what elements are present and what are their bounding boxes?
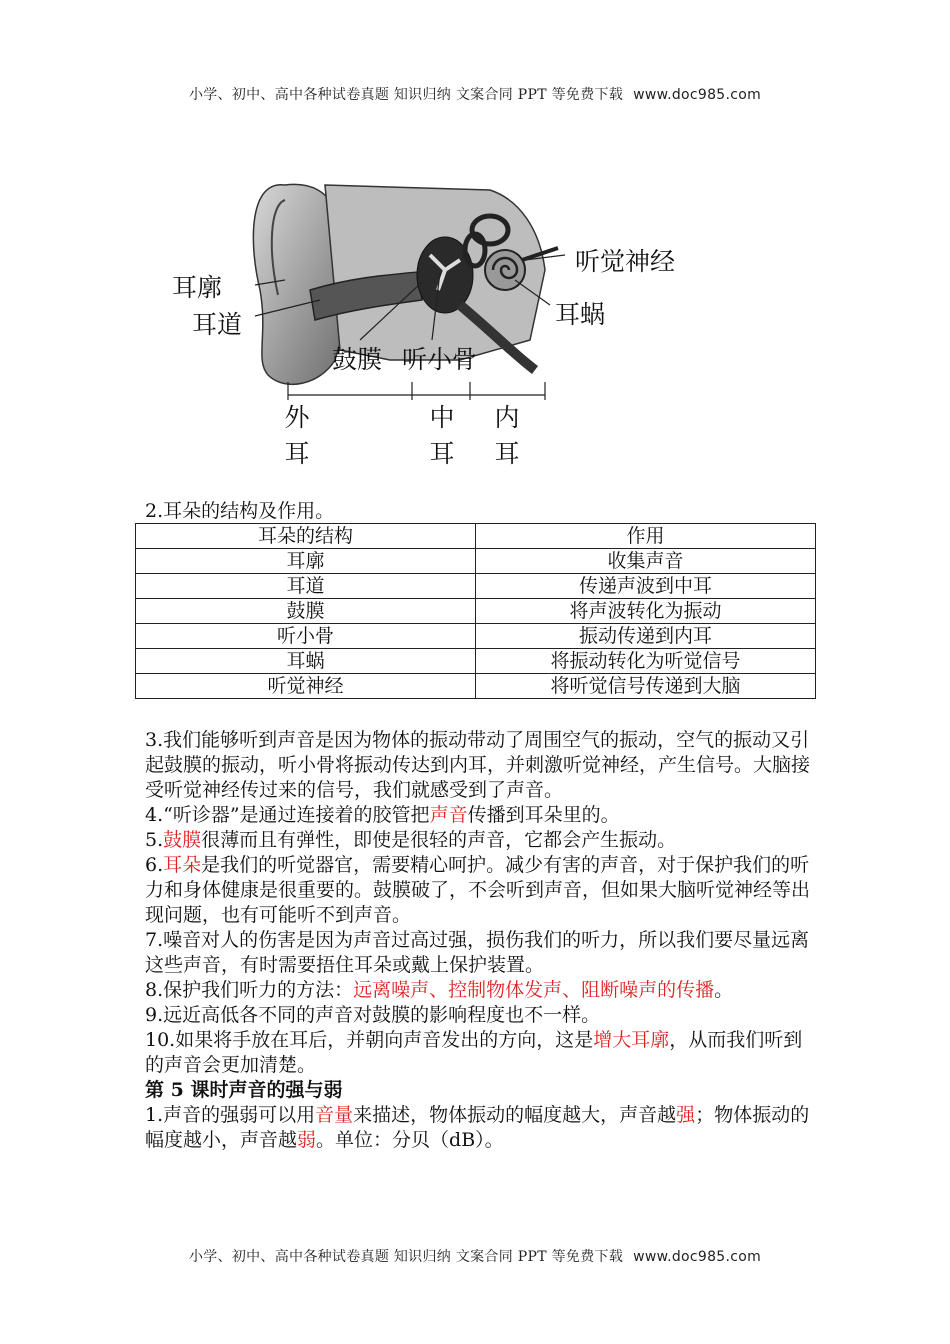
note-6-text-b: 是我们的听觉器官，需要精心呵护。减少有害的声音，对于保护我们的听力和身体健康是很重要的。鼓膜破了，不会听到声音，但如果大脑听觉神经等出现问题，也有可能听不到声音。 bbox=[145, 854, 811, 926]
outer-ear-char-2: 耳 bbox=[284, 439, 310, 468]
note-6-text-a: 6. bbox=[145, 854, 164, 876]
lesson-5-title: 第 5 课时声音的强与弱 bbox=[145, 1079, 343, 1101]
footer-text: 小学、初中、高中各种试卷真题 知识归纳 文案合同 PPT 等免费下载 bbox=[188, 1249, 624, 1265]
table-cell: 耳道 bbox=[136, 574, 476, 599]
table-row bbox=[136, 549, 816, 574]
header-text: 小学、初中、高中各种试卷真题 知识归纳 文案合同 PPT 等免费下载 bbox=[188, 87, 624, 103]
note-5 bbox=[145, 828, 810, 853]
lesson-5-highlight-volume: 音量 bbox=[315, 1104, 354, 1126]
note-10-highlight: 增大耳廓 bbox=[593, 1029, 670, 1051]
notes-body bbox=[145, 728, 810, 1153]
label-inner-ear bbox=[492, 400, 522, 472]
page-footer bbox=[0, 1246, 950, 1266]
note-9: 9.远近高低各不同的声音对鼓膜的影响程度也不一样。 bbox=[145, 1004, 601, 1026]
label-cochlea: 耳蜗 bbox=[555, 300, 606, 329]
table-cell: 将听觉信号传递到大脑 bbox=[476, 674, 816, 699]
table-cell: 将振动转化为听觉信号 bbox=[476, 649, 816, 674]
note-5-highlight: 鼓膜 bbox=[163, 829, 202, 851]
table-row bbox=[136, 649, 816, 674]
note-3: 3.我们能够听到声音是因为物体的振动带动了周围空气的振动，空气的振动又引起鼓膜的振动，听小骨将振动传达到内耳，并刺激听觉神经，产生信号。大脑接受听觉神经传过来的信号，我们就感受到了声音。 bbox=[145, 729, 811, 801]
table-cell: 听觉神经 bbox=[136, 674, 476, 699]
note-4-text-a: 4.“听诊器”是通过连接着的胶管把 bbox=[145, 804, 430, 826]
table-row bbox=[136, 599, 816, 624]
table-header-cell: 作用 bbox=[476, 524, 816, 549]
table-cell: 收集声音 bbox=[476, 549, 816, 574]
table-row bbox=[136, 574, 816, 599]
note-4-text-b: 传播到耳朵里的。 bbox=[467, 804, 620, 826]
note-8-text-a: 8.保护我们听力的方法： bbox=[145, 979, 354, 1001]
note-4 bbox=[145, 803, 810, 828]
note-6 bbox=[145, 853, 810, 928]
ear-structure-table bbox=[135, 523, 816, 699]
table-cell: 传递声波到中耳 bbox=[476, 574, 816, 599]
note-5-text-a: 5. bbox=[145, 829, 164, 851]
table-cell: 将声波转化为振动 bbox=[476, 599, 816, 624]
middle-ear-char-1: 中 bbox=[429, 403, 455, 432]
label-auditory-nerve: 听觉神经 bbox=[575, 247, 676, 276]
note-10-text-b: ，从而我们听到的声音会更加清楚。 bbox=[145, 1029, 803, 1076]
note-10-text-a: 10.如果将手放在耳后，并朝向声音发出的方向，这是 bbox=[145, 1029, 594, 1051]
table-row bbox=[136, 674, 816, 699]
table-cell: 鼓膜 bbox=[136, 599, 476, 624]
lesson-5-text-d: 。单位：分贝（dB）。 bbox=[316, 1129, 504, 1151]
ear-anatomy-figure bbox=[160, 160, 720, 490]
note-10 bbox=[145, 1028, 810, 1078]
note-8-text-b: 。 bbox=[714, 979, 734, 1001]
lesson-5-highlight-strong: 强 bbox=[676, 1104, 696, 1126]
middle-ear-char-2: 耳 bbox=[429, 439, 455, 468]
outer-ear-char-1: 外 bbox=[284, 403, 310, 432]
label-eardrum: 鼓膜 bbox=[332, 345, 383, 374]
inner-ear-char-1: 内 bbox=[494, 403, 520, 432]
label-middle-ear bbox=[427, 400, 457, 472]
lesson-5-text-a: 1.声音的强弱可以用 bbox=[145, 1104, 316, 1126]
table-header-cell: 耳朵的结构 bbox=[136, 524, 476, 549]
inner-ear-char-2: 耳 bbox=[494, 439, 520, 468]
note-8-highlight: 远离噪声、控制物体发声、阻断噪声的传播 bbox=[353, 979, 715, 1001]
note-6-highlight: 耳朵 bbox=[163, 854, 202, 876]
table-cell: 振动传递到内耳 bbox=[476, 624, 816, 649]
note-8 bbox=[145, 978, 810, 1003]
lesson-5-highlight-weak: 弱 bbox=[297, 1129, 317, 1151]
label-ear-canal: 耳道 bbox=[192, 310, 243, 339]
table-row bbox=[136, 624, 816, 649]
table-cell: 听小骨 bbox=[136, 624, 476, 649]
page-header bbox=[0, 84, 950, 104]
table-cell: 耳蜗 bbox=[136, 649, 476, 674]
footer-site: www.doc985.com bbox=[633, 1249, 762, 1265]
table-header-row bbox=[136, 524, 816, 549]
table-cell: 耳廓 bbox=[136, 549, 476, 574]
lesson-5-note-1 bbox=[145, 1103, 810, 1153]
note-7: 7.噪音对人的伤害是因为声音过高过强，损伤我们的听力，所以我们要尽量远离这些声音，有时需要捂住耳朵或戴上保护装置。 bbox=[145, 929, 810, 976]
label-auricle: 耳廓 bbox=[172, 273, 223, 302]
label-ossicles: 听小骨 bbox=[402, 345, 478, 374]
header-site: www.doc985.com bbox=[633, 87, 762, 103]
note-5-text-b: 很薄而且有弹性，即使是很轻的声音，它都会产生振动。 bbox=[201, 829, 677, 851]
section-2-title: 2.耳朵的结构及作用。 bbox=[145, 500, 335, 522]
lesson-5-text-c: ；物体振动的幅度越小，声音越 bbox=[145, 1104, 810, 1151]
label-outer-ear bbox=[282, 400, 312, 472]
lesson-5-text-b: 来描述，物体振动的幅度越大，声音越 bbox=[353, 1104, 677, 1126]
note-4-highlight: 声音 bbox=[429, 804, 468, 826]
